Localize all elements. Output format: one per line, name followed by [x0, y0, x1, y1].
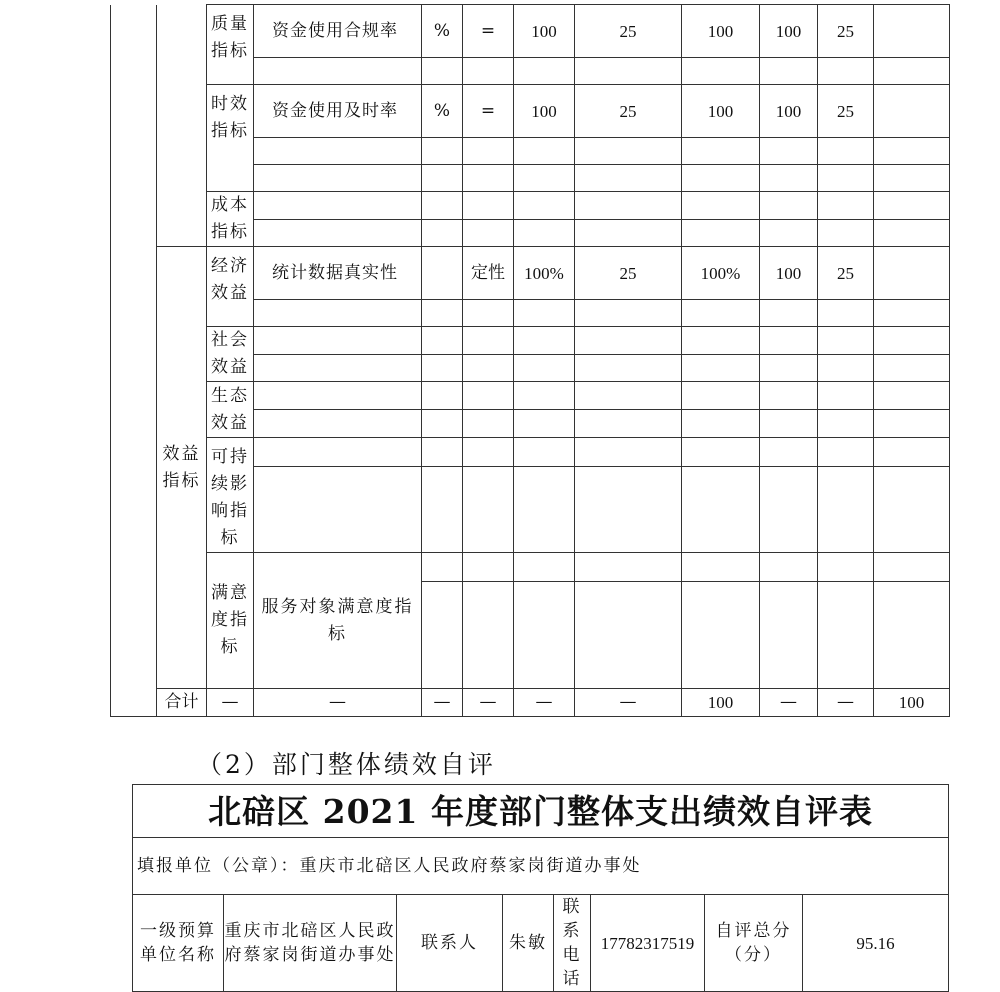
budget-unit-header: 一级预算 单位名称	[133, 895, 224, 992]
total-dash: —	[760, 689, 818, 717]
indicator-rate: 100	[760, 247, 818, 300]
timeliness-indicator-label: 时效指标	[207, 85, 254, 192]
indicator-unit	[422, 247, 463, 300]
total-weight: 100	[682, 689, 760, 717]
indicator-target: 100	[514, 85, 575, 138]
department-performance-table	[132, 784, 949, 992]
total-score: 100	[874, 689, 950, 717]
indicator-unit: %	[422, 85, 463, 138]
indicator-target: 100%	[514, 247, 575, 300]
total-label: 合计	[157, 689, 207, 717]
economic-benefit-label: 经济效益	[207, 247, 254, 327]
contact-name: 朱敏	[503, 895, 554, 992]
indicator-actual: 100%	[682, 247, 760, 300]
total-dash: —	[818, 689, 874, 717]
total-dash: —	[207, 689, 254, 717]
cost-indicator-label: 成本指标	[207, 192, 254, 247]
sustainable-impact-label: 可持续影响指标	[207, 438, 254, 553]
benefit-indicator-label: 效益指标	[157, 247, 207, 689]
indicator-score: 25	[818, 247, 874, 300]
total-score-value: 95.16	[803, 895, 949, 992]
reporting-unit-line: 填报单位（公章）：重庆市北碚区人民政府蔡家岗街道办事处	[133, 838, 949, 895]
indicator-actual: 100	[682, 5, 760, 58]
indicator-remark	[874, 247, 950, 300]
section-heading: （2）部门整体绩效自评	[197, 750, 496, 779]
indicator-actual: 100	[682, 85, 760, 138]
first-level-column	[111, 5, 157, 717]
indicator-name: 统计数据真实性	[254, 247, 422, 300]
indicator-operator: 定性	[463, 247, 514, 300]
ecological-benefit-label: 生态效益	[207, 382, 254, 438]
contact-header: 联系人	[397, 895, 503, 992]
indicator-score: 25	[818, 85, 874, 138]
phone-header: 联系电话	[554, 895, 591, 992]
total-dash: —	[514, 689, 575, 717]
indicator-weight: 25	[575, 247, 682, 300]
service-satisfaction-label: 服务对象满意度指标	[254, 553, 422, 689]
indicator-rate: 100	[760, 85, 818, 138]
social-benefit-label: 社会效益	[207, 327, 254, 382]
indicator-remark	[874, 85, 950, 138]
form-title: 北碚区 2021 年度部门整体支出绩效自评表	[133, 785, 949, 838]
indicator-weight: 25	[575, 85, 682, 138]
performance-indicator-table	[110, 4, 950, 717]
satisfaction-indicator-label: 满意度指标	[207, 553, 254, 689]
indicator-score: 25	[818, 5, 874, 58]
phone-number: 17782317519	[591, 895, 705, 992]
total-dash: —	[463, 689, 514, 717]
indicator-remark	[874, 5, 950, 58]
indicator-rate: 100	[760, 5, 818, 58]
indicator-weight: 25	[575, 5, 682, 58]
indicator-name: 资金使用及时率	[254, 85, 422, 138]
indicator-target: 100	[514, 5, 575, 58]
total-dash: —	[422, 689, 463, 717]
total-score-header: 自评总分（分）	[705, 895, 803, 992]
second-level-output-cell	[157, 5, 207, 247]
quality-indicator-label: 质量指标	[207, 5, 254, 85]
indicator-operator: =	[463, 85, 514, 138]
indicator-unit: %	[422, 5, 463, 58]
budget-unit-name: 重庆市北碚区人民政府蔡家岗街道办事处	[224, 895, 397, 992]
indicator-operator: =	[463, 5, 514, 58]
total-dash: —	[575, 689, 682, 717]
indicator-name: 资金使用合规率	[254, 5, 422, 58]
total-dash: —	[254, 689, 422, 717]
